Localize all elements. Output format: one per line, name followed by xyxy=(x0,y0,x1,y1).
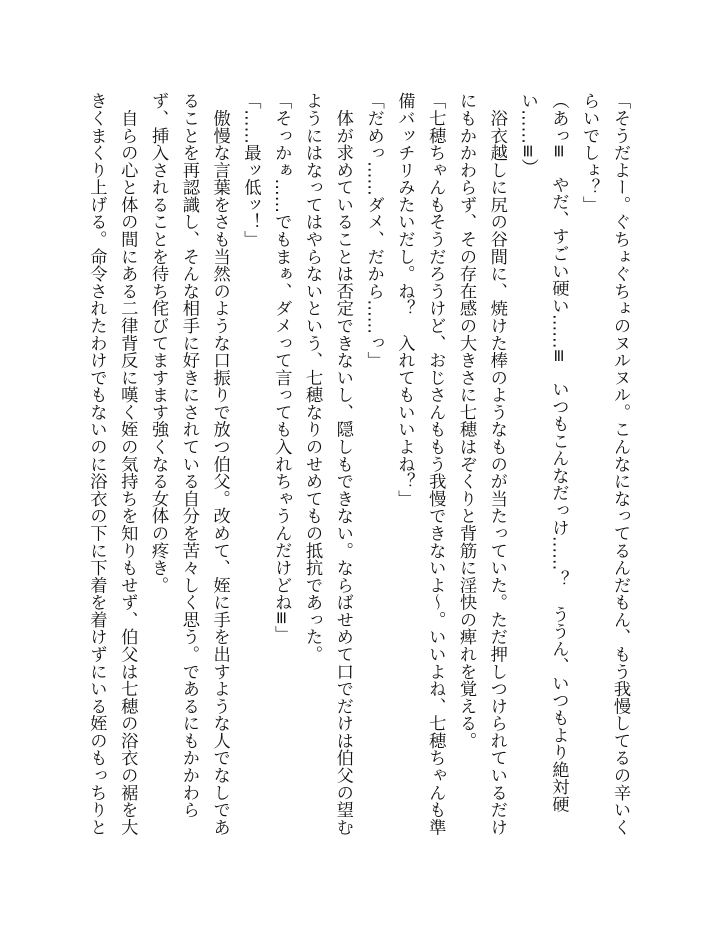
text-line: 体が求めていることは否定できないし、隠しもできない。ならばせめて口でだけは伯父の望む xyxy=(332,92,353,836)
text-line: 「そうだよー。ぐちょぐちょのヌルヌル。こんなになってるんだもん、もう我慢してるの辛いく xyxy=(610,92,630,836)
vertical-text-page xyxy=(81,92,635,872)
text-line: 自らの心と体の間にある二律背反に嘆く姪の気持ちを知りもせず、伯父は七穂の浴衣の裾を大 xyxy=(117,92,138,836)
text-line: 備バッチリみたいだし。ね？ 入れてもいいよね？」 xyxy=(394,92,415,507)
text-line: ず、挿入されることを待ち侘びてますます強くなる女体の疼き。 xyxy=(148,92,169,594)
text-line: にもかかわらず、その存在感の大きさに七穂はぞくりと背筋に淫快の痺れを覚える。 xyxy=(456,92,477,750)
text-line: 「そっかぁ……でもまぁ、ダメって言っても入れちゃうんだけどね≡」 xyxy=(271,92,292,643)
text-line: 「……最ッ低ッ！」 xyxy=(240,92,261,248)
text-line: らいでしょ？」 xyxy=(579,92,600,214)
text-line: （あっ≡ やだ、すごい硬い……≡ いつもこんなだっけ……？ ううん、いつもより絶対硬 xyxy=(548,92,569,813)
text-line: ようにはなってはやらないという、七穂なりのせめてもの抵抗であった。 xyxy=(302,92,323,663)
text-line: ることを再認識し、そんな相手に好きにされている自分を苦々しく思う。であるにもかかわら xyxy=(178,92,199,819)
text-line: い……≡） xyxy=(517,92,538,176)
text-line: 傲慢な言葉をさも当然のような口振りで放つ伯父。改めて、姪に手を出すような人でなしであ xyxy=(209,92,230,836)
text-line: 「七穂ちゃんもそうだろうけど、おじさんももう我慢できないよ～。いいよね、七穂ちゃんも準 xyxy=(425,92,446,836)
text-line: きくまくり上げる。命令されたわけでもないのに浴衣の下に下着を着けずにいる姪のもっちりと xyxy=(86,92,107,836)
text-line: 「だめっ……ダメ、だから……っ」 xyxy=(363,92,384,369)
text-line: 浴衣越しに尻の谷間に、焼けた棒のようなものが当たっていた。ただ押しつけられているだけ xyxy=(486,92,507,836)
